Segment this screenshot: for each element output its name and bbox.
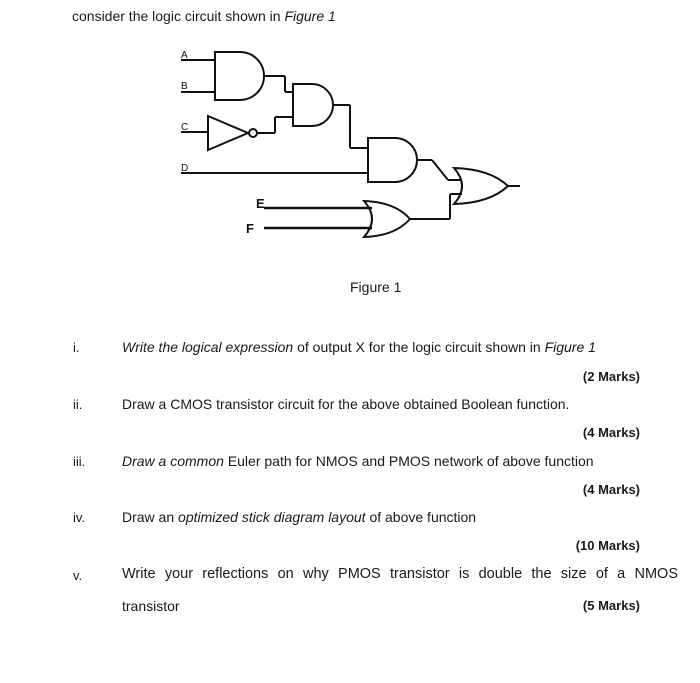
figure-caption: Figure 1	[350, 279, 402, 295]
question-1-number: i.	[73, 340, 80, 355]
label-input-e: E	[256, 196, 265, 211]
or-gate-1	[364, 201, 410, 237]
and-gate-3	[368, 138, 417, 182]
question-4-number: iv.	[73, 510, 86, 525]
question-1-marks: (2 Marks)	[582, 369, 640, 384]
question-3-text: Draw a common Euler path for NMOS and PMOS network of above function	[122, 453, 594, 469]
question-2-text: Draw a CMOS transistor circuit for the above obtained Boolean function.	[122, 396, 570, 412]
question-5-marks: (5 Marks)	[582, 598, 640, 613]
and-gate-2	[293, 84, 333, 126]
question-3-number: iii.	[73, 454, 86, 469]
label-input-b: B	[181, 81, 188, 92]
logic-circuit-diagram	[0, 0, 700, 300]
intro-text: consider the logic circuit shown in Figure 1	[72, 8, 336, 24]
question-4-text: Draw an optimized stick diagram layout of above function	[122, 509, 477, 525]
label-input-c: C	[181, 122, 189, 133]
label-input-a: A	[181, 50, 188, 61]
question-1-text: Write the logical expression of output X for the logic circuit shown in Figure 1	[122, 339, 596, 355]
question-3-marks: (4 Marks)	[582, 482, 640, 497]
and-gate-1	[215, 52, 264, 100]
question-2-marks: (4 Marks)	[582, 425, 640, 440]
question-5-text-line-2: transistor	[122, 598, 180, 614]
question-4-marks: (10 Marks)	[575, 538, 640, 553]
question-5-text-line-1: Write your reflections on why PMOS transistor is double the size of a NMOS	[122, 566, 678, 582]
label-input-d: D	[181, 163, 189, 174]
label-input-f: F	[246, 221, 254, 236]
or-gate-2	[454, 168, 508, 204]
question-2-number: ii.	[73, 397, 83, 412]
question-5-number: v.	[73, 568, 83, 583]
not-gate	[208, 116, 248, 150]
